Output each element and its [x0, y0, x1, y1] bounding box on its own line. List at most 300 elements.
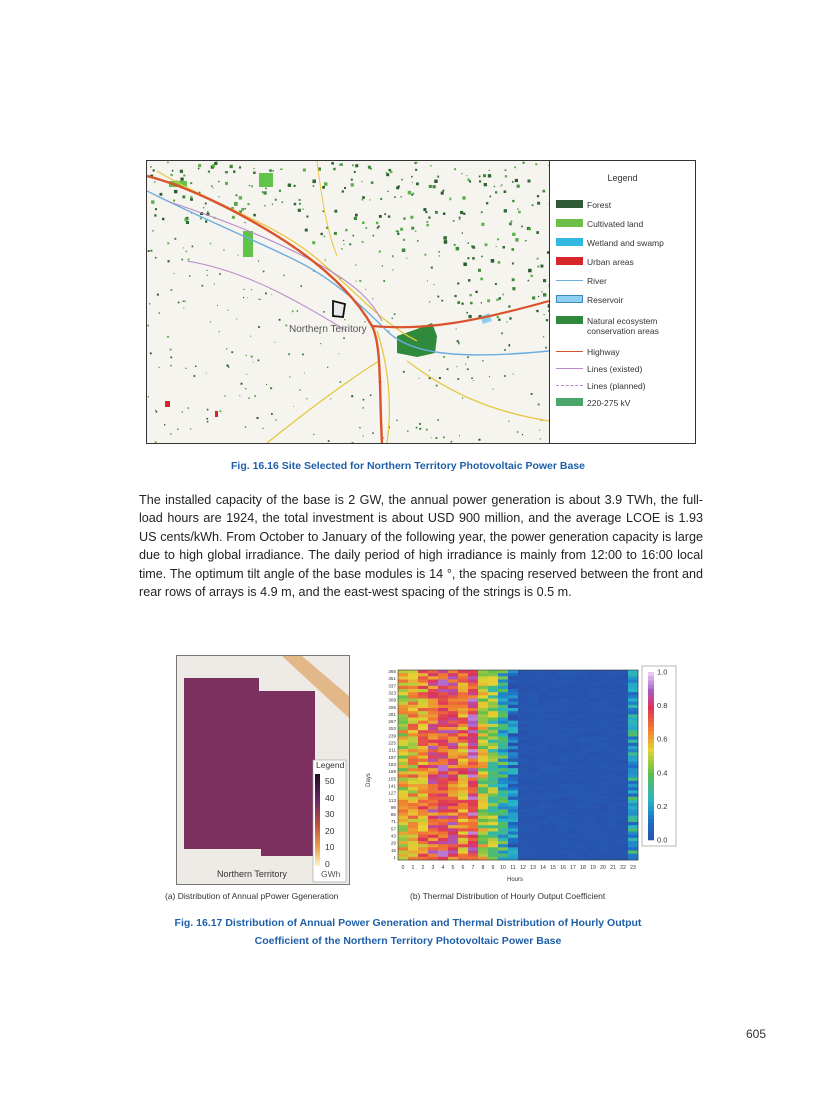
- heatmap-cell: [628, 756, 638, 759]
- heatmap-cell: [598, 832, 608, 835]
- heatmap-cell: [468, 714, 478, 717]
- heatmap-cell: [418, 730, 428, 733]
- heatmap-cell: [618, 765, 628, 768]
- heatmap-cell: [468, 699, 478, 702]
- vegetation-patch: [338, 353, 339, 354]
- heatmap-cell: [488, 733, 498, 736]
- heatmap-cell: [488, 705, 498, 708]
- heatmap-cell: [438, 699, 448, 702]
- heatmap-cell: [628, 813, 638, 816]
- vegetation-patch: [473, 380, 474, 381]
- heatmap-cell: [588, 756, 598, 759]
- x-tick-label: 11: [510, 865, 516, 871]
- heatmap-cell: [438, 686, 448, 689]
- heatmap-cell: [418, 768, 428, 771]
- heatmap-cell: [518, 794, 528, 797]
- vegetation-patch: [239, 196, 242, 199]
- heatmap-cell: [458, 683, 468, 686]
- heatmap-cell: [508, 806, 518, 809]
- heatmap-cell: [608, 746, 618, 749]
- heatmap-cell: [468, 841, 478, 844]
- heatmap-cell: [508, 790, 518, 793]
- heatmap-cell: [528, 825, 538, 828]
- heatmap-cell: [528, 686, 538, 689]
- heatmap-cell: [598, 765, 608, 768]
- heatmap-cell: [488, 737, 498, 740]
- heatmap-cell: [628, 730, 638, 733]
- heatmap-cell: [478, 686, 488, 689]
- colorbar-tick-label: 0.0: [657, 835, 668, 845]
- heatmap-cell: [408, 832, 418, 835]
- heatmap-cell: [468, 813, 478, 816]
- heatmap-cell: [508, 851, 518, 854]
- heatmap-cell: [438, 797, 448, 800]
- x-tick-label: 22: [620, 865, 626, 871]
- heatmap-cell: [408, 686, 418, 689]
- heatmap-cell: [558, 800, 568, 803]
- heatmap-cell: [398, 759, 408, 762]
- vegetation-patch: [498, 261, 501, 264]
- heatmap-cell: [618, 781, 628, 784]
- heatmap-cell: [418, 781, 428, 784]
- heatmap-cell: [548, 724, 558, 727]
- heatmap-cell: [618, 844, 628, 847]
- vegetation-patch: [504, 209, 507, 212]
- heatmap-cell: [488, 680, 498, 683]
- heatmap-cell: [418, 838, 428, 841]
- heatmap-cell: [488, 768, 498, 771]
- heatmap-cell: [438, 847, 448, 850]
- heatmap-cell: [628, 695, 638, 698]
- heatmap-cell: [438, 794, 448, 797]
- panel-b-subcaption: (b) Thermal Distribution of Hourly Output Coefficient: [410, 891, 606, 901]
- heatmap-cell: [478, 752, 488, 755]
- vegetation-patch: [185, 368, 186, 369]
- heatmap-cell: [548, 775, 558, 778]
- heatmap-cell: [588, 825, 598, 828]
- y-tick-label: 141: [388, 783, 396, 789]
- legend-swatch: [556, 295, 583, 303]
- heatmap-cell: [538, 746, 548, 749]
- heatmap-cell: [468, 832, 478, 835]
- heatmap-cell: [498, 670, 508, 673]
- heatmap-cell: [608, 835, 618, 838]
- heatmap-cell: [438, 809, 448, 812]
- heatmap-cell: [568, 806, 578, 809]
- vegetation-patch: [207, 421, 209, 423]
- y-tick-label: 225: [388, 740, 396, 746]
- vegetation-patch: [198, 164, 201, 167]
- heatmap-cell: [498, 784, 508, 787]
- heatmap-cell: [548, 851, 558, 854]
- vegetation-patch: [480, 278, 483, 281]
- heatmap-cell: [468, 838, 478, 841]
- heatmap-cell: [428, 784, 438, 787]
- heatmap-cell: [608, 686, 618, 689]
- heatmap-cell: [508, 854, 518, 857]
- heatmap-cell: [598, 775, 608, 778]
- vegetation-patch: [281, 168, 283, 170]
- vegetation-patch: [198, 168, 200, 170]
- heatmap-cell: [528, 724, 538, 727]
- heatmap-cell: [618, 841, 628, 844]
- heatmap-cell: [538, 822, 548, 825]
- heatmap-cell: [428, 743, 438, 746]
- heatmap-cell: [578, 686, 588, 689]
- heatmap-cell: [428, 809, 438, 812]
- heatmap-cell: [428, 828, 438, 831]
- heatmap-cell: [408, 781, 418, 784]
- heatmap-cell: [548, 825, 558, 828]
- vegetation-patch: [486, 202, 488, 204]
- heatmap-cell: [478, 692, 488, 695]
- legend-tick: 10: [325, 842, 335, 852]
- heatmap-cell: [408, 771, 418, 774]
- heatmap-cell: [398, 689, 408, 692]
- heatmap-cell: [568, 847, 578, 850]
- heatmap-cell: [508, 676, 518, 679]
- heatmap-cell: [478, 765, 488, 768]
- vegetation-patch: [170, 289, 172, 291]
- heatmap-cell: [578, 828, 588, 831]
- heatmap-cell: [428, 749, 438, 752]
- heatmap-cell: [558, 759, 568, 762]
- vegetation-patch: [370, 395, 372, 397]
- heatmap-cell: [628, 787, 638, 790]
- vegetation-patch: [380, 198, 382, 200]
- heatmap-cell: [428, 733, 438, 736]
- heatmap-cell: [448, 714, 458, 717]
- heatmap-cell: [598, 822, 608, 825]
- heatmap-cell: [398, 705, 408, 708]
- vegetation-patch: [207, 409, 209, 411]
- heatmap-cell: [418, 705, 428, 708]
- heatmap-cell: [398, 752, 408, 755]
- vegetation-patch: [470, 302, 473, 305]
- heatmap-cell: [548, 800, 558, 803]
- vegetation-patch: [172, 170, 174, 172]
- heatmap-cell: [568, 825, 578, 828]
- heatmap-cell: [538, 800, 548, 803]
- vegetation-patch: [531, 275, 533, 277]
- heatmap-cell: [608, 819, 618, 822]
- heatmap-cell: [538, 680, 548, 683]
- heatmap-cell: [508, 695, 518, 698]
- heatmap-cell: [408, 718, 418, 721]
- heatmap-cell: [458, 854, 468, 857]
- heatmap-cell: [518, 692, 528, 695]
- heatmap-cell: [488, 762, 498, 765]
- heatmap-cell: [608, 705, 618, 708]
- heatmap-cell: [468, 730, 478, 733]
- heatmap-cell: [588, 670, 598, 673]
- heatmap-cell: [608, 708, 618, 711]
- heatmap-cell: [558, 740, 568, 743]
- heatmap-cell: [608, 762, 618, 765]
- heatmap-cell: [458, 775, 468, 778]
- heatmap-cell: [448, 828, 458, 831]
- heatmap-cell: [548, 765, 558, 768]
- vegetation-patch: [491, 259, 495, 263]
- vegetation-patch: [253, 214, 256, 217]
- heatmap-cell: [578, 749, 588, 752]
- vegetation-patch: [364, 321, 365, 322]
- heatmap-cell: [408, 819, 418, 822]
- heatmap-cell: [518, 708, 528, 711]
- heatmap-cell: [598, 708, 608, 711]
- vegetation-patch: [298, 209, 301, 212]
- heatmap-cell: [538, 825, 548, 828]
- heatmap-cell: [608, 743, 618, 746]
- vegetation-patch: [416, 427, 418, 429]
- heatmap-cell: [558, 689, 568, 692]
- vegetation-patch: [263, 271, 265, 273]
- heatmap-cell: [548, 676, 558, 679]
- vegetation-patch: [219, 273, 221, 275]
- vegetation-patch: [245, 426, 246, 427]
- vegetation-patch: [394, 313, 396, 315]
- heatmap-cell: [458, 721, 468, 724]
- heatmap-cell: [498, 724, 508, 727]
- heatmap-cell: [468, 816, 478, 819]
- heatmap-cell: [568, 714, 578, 717]
- heatmap-cell: [598, 692, 608, 695]
- heatmap-cell: [618, 762, 628, 765]
- vegetation-patch: [543, 279, 546, 282]
- vegetation-patch: [528, 180, 531, 183]
- heatmap-cell: [548, 797, 558, 800]
- heatmap-cell: [628, 718, 638, 721]
- vegetation-patch: [251, 185, 253, 187]
- vegetation-patch: [265, 188, 267, 190]
- heatmap-cell: [528, 816, 538, 819]
- vegetation-patch: [351, 395, 353, 397]
- colorbar-step: [648, 748, 654, 753]
- vegetation-patch: [190, 198, 193, 201]
- site-map-figure: [146, 160, 696, 444]
- heatmap-cell: [418, 756, 428, 759]
- heatmap-cell: [578, 768, 588, 771]
- heatmap-cell: [458, 686, 468, 689]
- heatmap-cell: [518, 721, 528, 724]
- heatmap-cell: [508, 809, 518, 812]
- heatmap-cell: [498, 768, 508, 771]
- heatmap-cell: [568, 711, 578, 714]
- colorbar-ramp: [315, 774, 320, 866]
- heatmap-cell: [428, 699, 438, 702]
- heatmap-cell: [498, 819, 508, 822]
- heatmap-cell: [458, 727, 468, 730]
- vegetation-patch: [186, 251, 188, 253]
- heatmap-cell: [538, 724, 548, 727]
- heatmap-cell: [548, 683, 558, 686]
- heatmap-cell: [528, 809, 538, 812]
- vegetation-patch: [206, 270, 207, 271]
- heatmap-cell: [618, 822, 628, 825]
- vegetation-patch: [333, 168, 336, 171]
- heatmap-cell: [558, 724, 568, 727]
- heatmap-cell: [478, 813, 488, 816]
- x-tick-label: 23: [630, 865, 636, 871]
- heatmap-cell: [468, 787, 478, 790]
- vegetation-patch: [334, 210, 337, 213]
- heatmap-cell: [548, 718, 558, 721]
- heatmap-cell: [468, 851, 478, 854]
- vegetation-patch: [154, 182, 155, 183]
- map-legend: [550, 161, 695, 443]
- heatmap-cell: [448, 832, 458, 835]
- heatmap-cell: [628, 794, 638, 797]
- heatmap-cell: [428, 727, 438, 730]
- vegetation-patch: [415, 231, 417, 233]
- heatmap-cell: [518, 832, 528, 835]
- vegetation-patch: [379, 251, 381, 253]
- heatmap-cell: [528, 797, 538, 800]
- heatmap-cell: [568, 787, 578, 790]
- vegetation-patch: [461, 173, 462, 174]
- heatmap-cell: [488, 749, 498, 752]
- heatmap-cell: [618, 778, 628, 781]
- heatmap-cell: [518, 737, 528, 740]
- heatmap-cell: [428, 778, 438, 781]
- heatmap-cell: [438, 800, 448, 803]
- heatmap-cell: [538, 673, 548, 676]
- vegetation-patch: [456, 247, 460, 251]
- heatmap-cell: [618, 673, 628, 676]
- vegetation-patch: [481, 211, 483, 213]
- heatmap-cell: [488, 727, 498, 730]
- heatmap-cell: [418, 680, 428, 683]
- heatmap-cell: [568, 683, 578, 686]
- vegetation-patch: [218, 181, 219, 182]
- vegetation-patch: [246, 374, 247, 375]
- heatmap-cell: [588, 813, 598, 816]
- vegetation-patch: [512, 181, 514, 183]
- heatmap-cell: [448, 680, 458, 683]
- vegetation-patch: [411, 227, 414, 230]
- heatmap-cell: [408, 721, 418, 724]
- heatmap-cell: [398, 854, 408, 857]
- heatmap-cell: [548, 762, 558, 765]
- heatmap-cell: [568, 733, 578, 736]
- vegetation-patch: [292, 310, 294, 312]
- vegetation-patch: [467, 368, 469, 370]
- vegetation-patch: [436, 385, 438, 387]
- heatmap-cell: [558, 683, 568, 686]
- heatmap-cell: [428, 771, 438, 774]
- heatmap-cell: [428, 851, 438, 854]
- legend-label: Lines (planned): [587, 381, 646, 391]
- vegetation-patch: [502, 294, 504, 296]
- heatmap-cell: [578, 816, 588, 819]
- heatmap-cell: [628, 841, 638, 844]
- heatmap-cell: [568, 803, 578, 806]
- heatmap-cell: [588, 699, 598, 702]
- heatmap-cell: [568, 800, 578, 803]
- heatmap-cell: [488, 813, 498, 816]
- heatmap-cell: [608, 851, 618, 854]
- heatmap-cell: [628, 676, 638, 679]
- vegetation-patch: [168, 260, 170, 262]
- heatmap-cell: [608, 809, 618, 812]
- vegetation-patch: [538, 296, 539, 297]
- heatmap-cell: [448, 721, 458, 724]
- heatmap-cell: [518, 705, 528, 708]
- heatmap-cell: [478, 673, 488, 676]
- heatmap-cell: [458, 832, 468, 835]
- heatmap-cell: [418, 689, 428, 692]
- heatmap-cell: [518, 689, 528, 692]
- heatmap-cell: [598, 784, 608, 787]
- heatmap-cell: [508, 680, 518, 683]
- vegetation-patch: [479, 176, 481, 178]
- heatmap-cell: [618, 838, 628, 841]
- heatmap-cell: [598, 756, 608, 759]
- heatmap-cell: [628, 683, 638, 686]
- colorbar-step: [648, 764, 654, 769]
- vegetation-patch: [341, 248, 343, 250]
- heatmap-cell: [418, 847, 428, 850]
- heatmap-cell: [458, 705, 468, 708]
- vegetation-patch: [270, 387, 272, 389]
- heatmap-cell: [548, 749, 558, 752]
- vegetation-patch: [202, 285, 204, 287]
- vegetation-patch: [484, 183, 487, 186]
- vegetation-patch: [151, 200, 154, 203]
- y-tick-label: 197: [388, 754, 396, 760]
- heatmap-cell: [538, 702, 548, 705]
- heatmap-cell: [518, 768, 528, 771]
- heatmap-cell: [558, 816, 568, 819]
- heatmap-cell: [398, 692, 408, 695]
- y-tick-label: 281: [388, 711, 396, 717]
- heatmap-cell: [398, 746, 408, 749]
- heatmap-cell: [588, 784, 598, 787]
- heatmap-cell: [468, 733, 478, 736]
- heatmap-cell: [428, 787, 438, 790]
- vegetation-patch: [383, 437, 384, 438]
- heatmap-cell: [618, 759, 628, 762]
- heatmap-cell: [588, 803, 598, 806]
- heatmap-cell: [418, 813, 428, 816]
- vegetation-patch: [152, 230, 153, 231]
- heatmap-cell: [568, 686, 578, 689]
- heatmap-cell: [618, 854, 628, 857]
- vegetation-patch: [288, 353, 290, 355]
- vegetation-patch: [232, 216, 235, 219]
- heatmap-cell: [478, 851, 488, 854]
- heatmap-cell: [588, 835, 598, 838]
- heatmap-cell: [528, 765, 538, 768]
- heatmap-cell: [498, 676, 508, 679]
- heatmap-cell: [578, 718, 588, 721]
- vegetation-patch: [214, 283, 215, 284]
- vegetation-patch: [515, 238, 519, 242]
- heatmap-cell: [498, 686, 508, 689]
- heatmap-cell: [608, 740, 618, 743]
- vegetation-patch: [230, 165, 233, 168]
- heatmap-cell: [428, 673, 438, 676]
- heatmap-cell: [578, 790, 588, 793]
- heatmap-cell: [488, 809, 498, 812]
- colorbar-step: [648, 836, 654, 841]
- vegetation-patch: [465, 364, 466, 365]
- heatmap-cell: [508, 768, 518, 771]
- heatmap-cell: [608, 813, 618, 816]
- heatmap-cell: [528, 714, 538, 717]
- vegetation-patch: [536, 231, 539, 234]
- colorbar-step: [648, 676, 654, 681]
